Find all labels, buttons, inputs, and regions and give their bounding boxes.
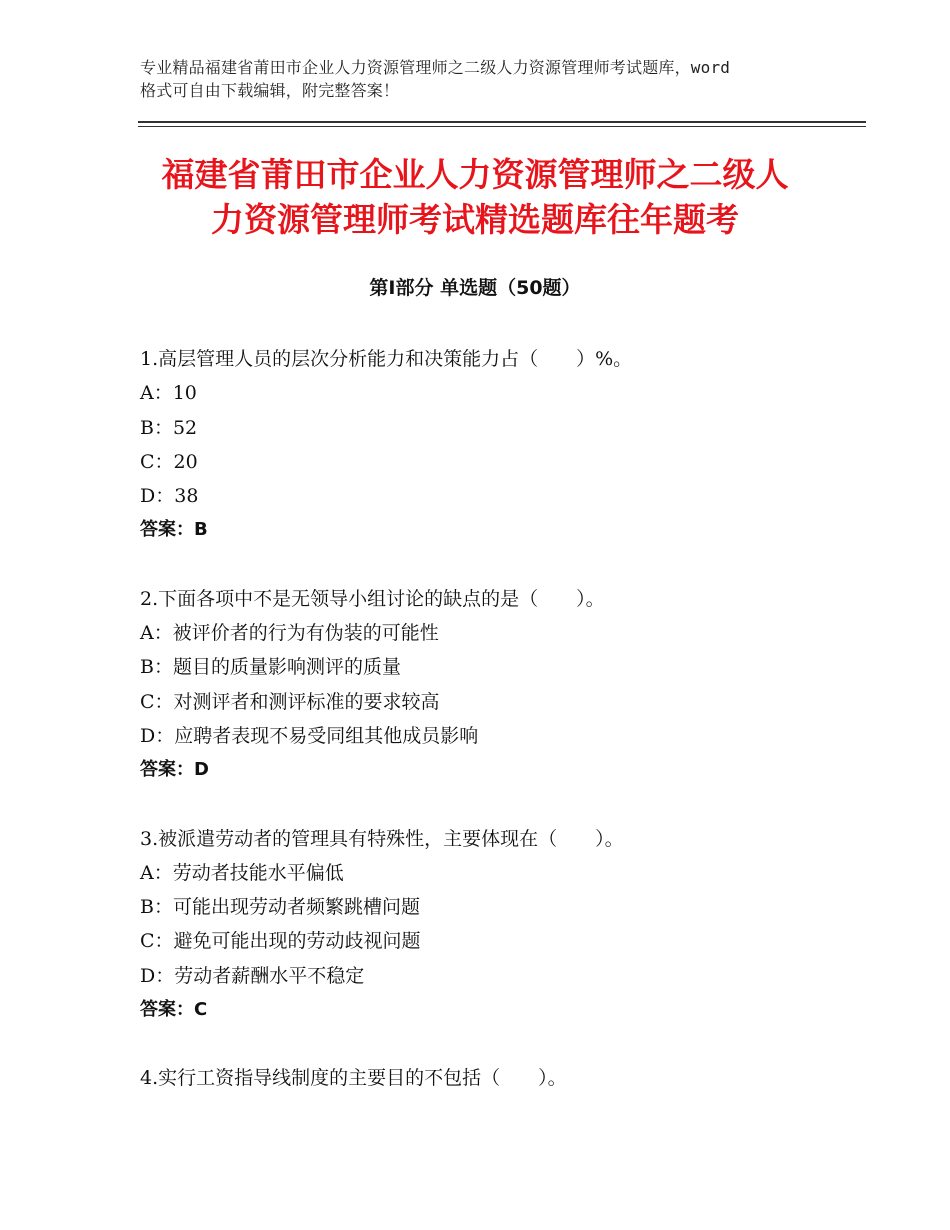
answer-label: 答案：D bbox=[140, 759, 209, 781]
option-b: B：可能出现劳动者频繁跳槽问题 bbox=[140, 896, 420, 919]
header-divider-thick bbox=[138, 121, 866, 123]
question-stem: 1.高层管理人员的层次分析能力和决策能力占（ ）%。 bbox=[140, 348, 633, 370]
option-d: D：38 bbox=[140, 485, 199, 508]
question-stem: 4.实行工资指导线制度的主要目的不包括（ ）。 bbox=[140, 1067, 567, 1090]
header-note-line-1: 专业精品福建省莆田市企业人力资源管理师之二级人力资源管理师考试题库，word bbox=[140, 58, 731, 77]
section-title: 第Ⅰ部分 单选题（50题） bbox=[369, 277, 581, 299]
option-d: D：劳动者薪酬水平不稳定 bbox=[140, 964, 365, 987]
option-c: C：避免可能出现的劳动歧视问题 bbox=[140, 930, 421, 953]
answer-label: 答案：C bbox=[140, 999, 208, 1021]
header-note bbox=[140, 56, 830, 102]
option-c: C：对测评者和测评标准的要求较高 bbox=[140, 690, 440, 713]
document-title bbox=[110, 152, 840, 242]
question-stem: 3.被派遣劳动者的管理具有特殊性，主要体现在（ ）。 bbox=[140, 827, 624, 850]
document-title-line-1: 福建省莆田市企业人力资源管理师之二级人 bbox=[161, 155, 789, 194]
question-list bbox=[140, 342, 860, 1130]
option-a: A：劳动者技能水平偏低 bbox=[140, 861, 344, 884]
option-a: A：10 bbox=[140, 382, 197, 405]
option-a: A：被评价者的行为有伪装的可能性 bbox=[140, 622, 439, 645]
document-title-line-2: 力资源管理师考试精选题库往年题考 bbox=[211, 200, 739, 239]
option-b: B：题目的质量影响测评的质量 bbox=[140, 656, 401, 679]
option-d: D：应聘者表现不易受同组其他成员影响 bbox=[140, 724, 479, 747]
header-note-line-2: 格式可自由下载编辑，附完整答案！ bbox=[140, 81, 400, 100]
header-divider-thin bbox=[138, 126, 866, 127]
question-1 bbox=[140, 342, 860, 548]
option-b: B：52 bbox=[140, 416, 198, 439]
option-c: C：20 bbox=[140, 450, 198, 473]
question-stem: 2.下面各项中不是无领导小组讨论的缺点的是（ ）。 bbox=[140, 587, 605, 610]
answer-label: 答案：B bbox=[140, 519, 208, 541]
question-2 bbox=[140, 582, 860, 788]
question-4 bbox=[140, 1061, 860, 1095]
question-3 bbox=[140, 822, 860, 1028]
